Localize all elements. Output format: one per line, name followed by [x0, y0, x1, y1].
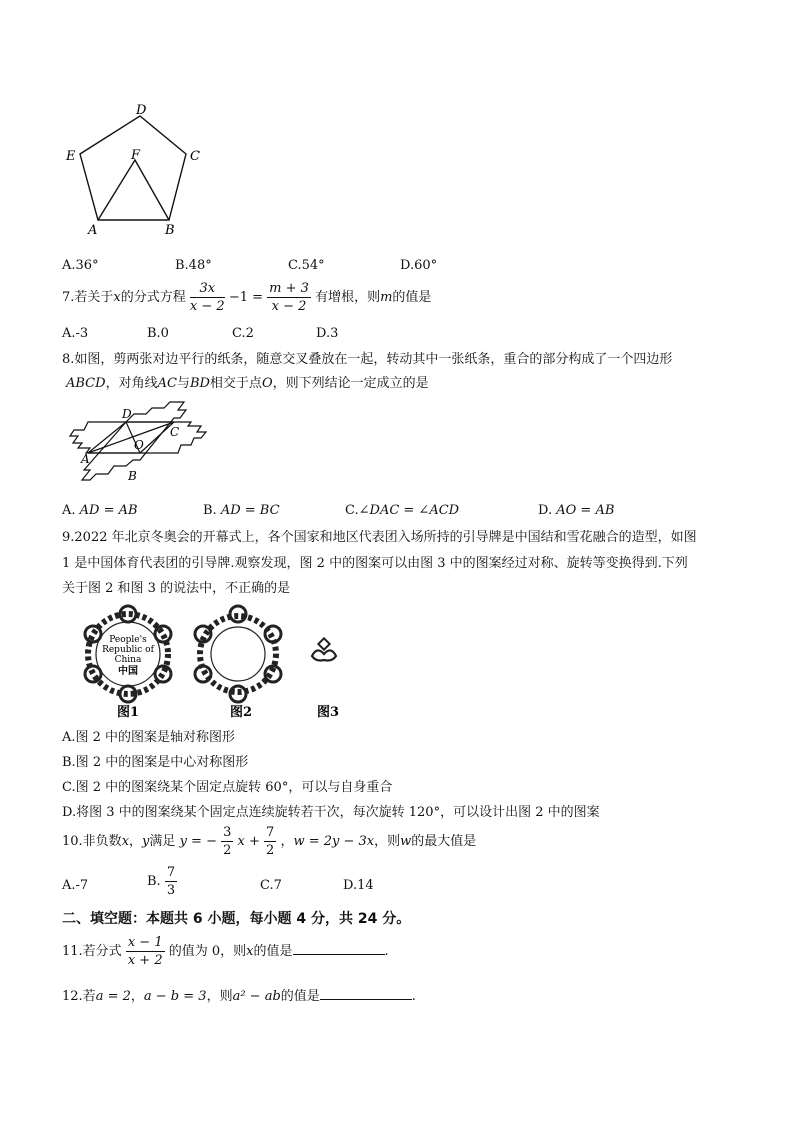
q9-option-c: C.图 2 中的图案绕某个固定点旋转 60°，可以与自身重合 [62, 780, 393, 795]
figure-1-caption: 图1 [116, 705, 140, 720]
q8-option-a: A. AD = AB [62, 503, 138, 518]
q7-stem: 7.若关于x的分式方程 $\frac{3x}{x - 2}$ −1 = $\frac{m + 3}{x - 2}$ 有增根，则m的值是 [62, 281, 432, 314]
figure-1-knot [85, 606, 171, 702]
q11-stem: 11.若分式 $\frac{x - 1}{x + 2}$ 的值为 0，则x的值是 . [62, 935, 389, 968]
q7-option-c: C.2 [232, 326, 254, 341]
q8-option-d: D. AO = AB [538, 503, 615, 518]
q7-fraction-2: $\frac{m + 3}{x - 2}$ [269, 281, 309, 314]
figure-1-text-line3: China [114, 655, 142, 665]
q11-fraction: $\frac{x - 1}{x + 2}$ [127, 935, 163, 968]
q10-option-d: D.14 [343, 878, 374, 893]
q10-stem: 10.非负数x，y满足 y = − $\frac{3}{2}$ x + $\frac{7}{2}$ ，w = 2y − 3x，则w的最大值是 [62, 825, 477, 858]
label-C: C [170, 425, 180, 439]
figure-1-text-line4: 中国 [118, 666, 138, 677]
q12-stem: 12.若a = 2，a − b = 3，则a² − ab的值是 . [62, 989, 416, 1004]
pentagon-figure [55, 98, 225, 238]
q10-option-b-fraction: $\frac{7}{3}$ [166, 865, 176, 898]
q6-option-a: A.36° [62, 258, 99, 273]
q8-stem-line1: 8.如图，剪两张对边平行的纸条，随意交叉叠放在一起，转动其中一张纸条，重合的部分构成了一个四边形 [62, 352, 673, 367]
q10-option-b: B. $\frac{7}{3}$ [147, 865, 176, 898]
q9-stem-line1: 9.2022 年北京冬奥会的开幕式上，各个国家和地区代表团入场所持的引导牌是中国结和雪花融合的造型，如图 [62, 530, 697, 545]
q6-option-d: D.60° [400, 258, 438, 273]
q6-option-b: B.48° [175, 258, 212, 273]
figure-3-motif [312, 638, 336, 660]
q8-stem-line2: ABCD，对角线AC与BD相交于点O，则下列结论一定成立的是 [66, 376, 429, 391]
figure-2-caption: 图2 [229, 705, 253, 720]
label-A: A [81, 452, 90, 466]
figure-3-caption: 图3 [316, 705, 340, 720]
q10-fraction-2: $\frac{7}{2}$ [266, 825, 275, 858]
q9-option-a: A.图 2 中的图案是轴对称图形 [62, 730, 236, 745]
chinese-knot-figures [62, 600, 362, 725]
label-C: C [190, 149, 200, 164]
label-F: F [131, 148, 141, 163]
label-B: B [128, 469, 137, 483]
section-2-heading: 二、填空题：本题共 6 小题，每小题 4 分，共 24 分。 [62, 911, 411, 927]
q9-option-b: B.图 2 中的图案是中心对称图形 [62, 755, 249, 770]
q7-option-d: D.3 [316, 326, 339, 341]
q7-option-b: B.0 [147, 326, 169, 341]
label-E: E [66, 149, 76, 164]
figure-1-text-line1: People's [109, 635, 147, 645]
q8-option-c: C.∠DAC = ∠ACD [345, 503, 460, 518]
q9-stem-line3: 关于图 2 和图 3 的说法中，不正确的是 [62, 581, 291, 596]
q10-option-a: A.-7 [62, 878, 89, 893]
q9-stem-line2: 1 是中国体育代表团的引导牌.观察发现，图 2 中的图案可以由图 3 中的图案经过对称、旋转等变换得到.下列 [62, 556, 688, 571]
q10-option-c: C.7 [260, 878, 282, 893]
label-B: B [165, 223, 175, 238]
figure-1-text-line2: Republic of [102, 645, 154, 655]
q6-option-c: C.54° [288, 258, 325, 273]
q7-option-a: A.-3 [62, 326, 89, 341]
q9-option-d: D.将图 3 中的图案绕某个固定点连续旋转若干次，每次旋转 120°，可以设计出图 2 中的图案 [62, 805, 600, 820]
label-A: A [88, 223, 98, 238]
q10-fraction-1: $\frac{3}{2}$ [223, 825, 232, 858]
label-O: O [134, 438, 144, 452]
q7-fraction-1: $\frac{3x}{x - 2}$ [189, 281, 225, 314]
q8-option-b: B. AD = BC [203, 503, 280, 518]
label-D: D [136, 103, 147, 118]
q11-answer-blank[interactable] [293, 953, 385, 955]
q12-answer-blank[interactable] [320, 998, 412, 1000]
figure-2-knot [195, 606, 281, 702]
paper-strips-figure [66, 400, 216, 495]
label-D: D [122, 407, 132, 421]
